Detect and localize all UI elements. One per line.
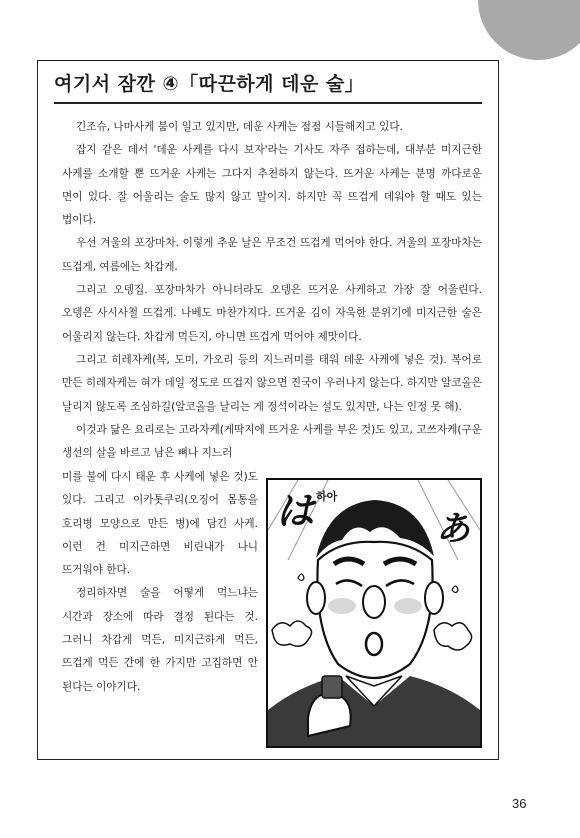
sake-cup	[322, 676, 342, 698]
manga-drawing	[268, 480, 480, 746]
paragraph: 잡지 같은 데서 '데운 사케를 다시 보자'라는 기사도 자주 접하는데, 대부분 미지근한 사케를 소개할 뿐 뜨거운 사케는 그다지 추천하지 않는다. 뜨거운 사케는 분명 까다로운 면이 있다. 잘 어울리는 술도 많지 않고 말이지. 하지만 꼭 뜨겁게 데워야 할 때도 있는 법이다.	[62, 144, 482, 227]
right-ear	[425, 582, 443, 614]
left-blush	[328, 598, 356, 614]
sweat-drop	[452, 586, 458, 593]
page-number: 36	[512, 796, 527, 811]
paragraph: 긴조슈, 나마사케 붐이 일고 있지만, 데운 사케는 점점 시들해지고 있다.	[76, 121, 403, 133]
manga-illustration	[266, 478, 482, 748]
sfx-right: あ	[436, 509, 470, 549]
steam-cloud-right	[434, 623, 472, 650]
title-underline	[54, 102, 482, 104]
wrapped-text	[62, 466, 258, 699]
sfx-left: は	[276, 488, 315, 533]
corner-decoration	[478, 0, 580, 60]
paragraph: 우선 겨울의 포장마차. 이렇게 추운 날은 무조건 뜨겁게 먹어야 한다. 겨울의 포장마차는 뜨겁게, 여름에는 차갑게.	[62, 237, 482, 273]
mouth	[366, 633, 382, 655]
left-ear	[307, 582, 325, 614]
paragraph: 미를 불에 다시 태운 후 사케에 넣은 것)도 있다. 그리고 이카톳쿠리(오징어 몸통을 호리병 모양으로 만든 병)에 담긴 사케. 이런 건 미지근하면 비린내가 나니 뜨거워야 한다.	[62, 471, 258, 577]
nose	[363, 586, 385, 618]
sweat-drop	[298, 574, 304, 581]
body-text	[62, 116, 482, 465]
paragraph: 그리고 오뎅집. 포장마차가 아니더라도 오뎅은 뜨거운 사케하고 가장 잘 어울린다. 오뎅은 사시사철 뜨겁게. 나베도 마찬가지다. 뜨거운 김이 자욱한 분위기에 미지근한 술은 어울리지 않는다. 차갑게 먹든지, 아니면 뜨겁게 먹어야 제맛이다.	[62, 284, 482, 343]
paragraph: 이것과 닮은 요리로는 고라자케(게딱지에 뜨거운 사케를 부은 것)도 있고, 고쓰자케(구운 생선의 살을 바르고 남은 뼈나 지느러	[62, 423, 482, 460]
paragraph: 그리고 히레자케(복, 도미, 가오리 등의 지느러미를 태워 데운 사케에 넣은 것). 복어로 만든 히레자케는 혀가 데일 정도로 뜨겁지 않으면 진국이 우러나지 않는다. 하지만 알코올은 날리지 않도록 조심하길(알코올을 날리는 게 정석이라는 설도 있지만, 나는 인정 못 해).	[62, 353, 482, 413]
section-title: 여기서 잠깐 ④「따끈하게 데운 술」	[54, 73, 365, 95]
paragraph: 정리하자면 술을 어떻게 먹느냐는 시간과 장소에 따라 결정 된다는 것. 그러니 차갑게 먹든, 미지근하게 먹든, 뜨겁게 먹든 간에 한 가지만 고집하면 안 된다는 이야기다.	[62, 587, 258, 693]
right-blush	[394, 598, 422, 614]
steam-cloud-left	[272, 621, 312, 646]
sfx-small: 하아	[316, 490, 338, 503]
